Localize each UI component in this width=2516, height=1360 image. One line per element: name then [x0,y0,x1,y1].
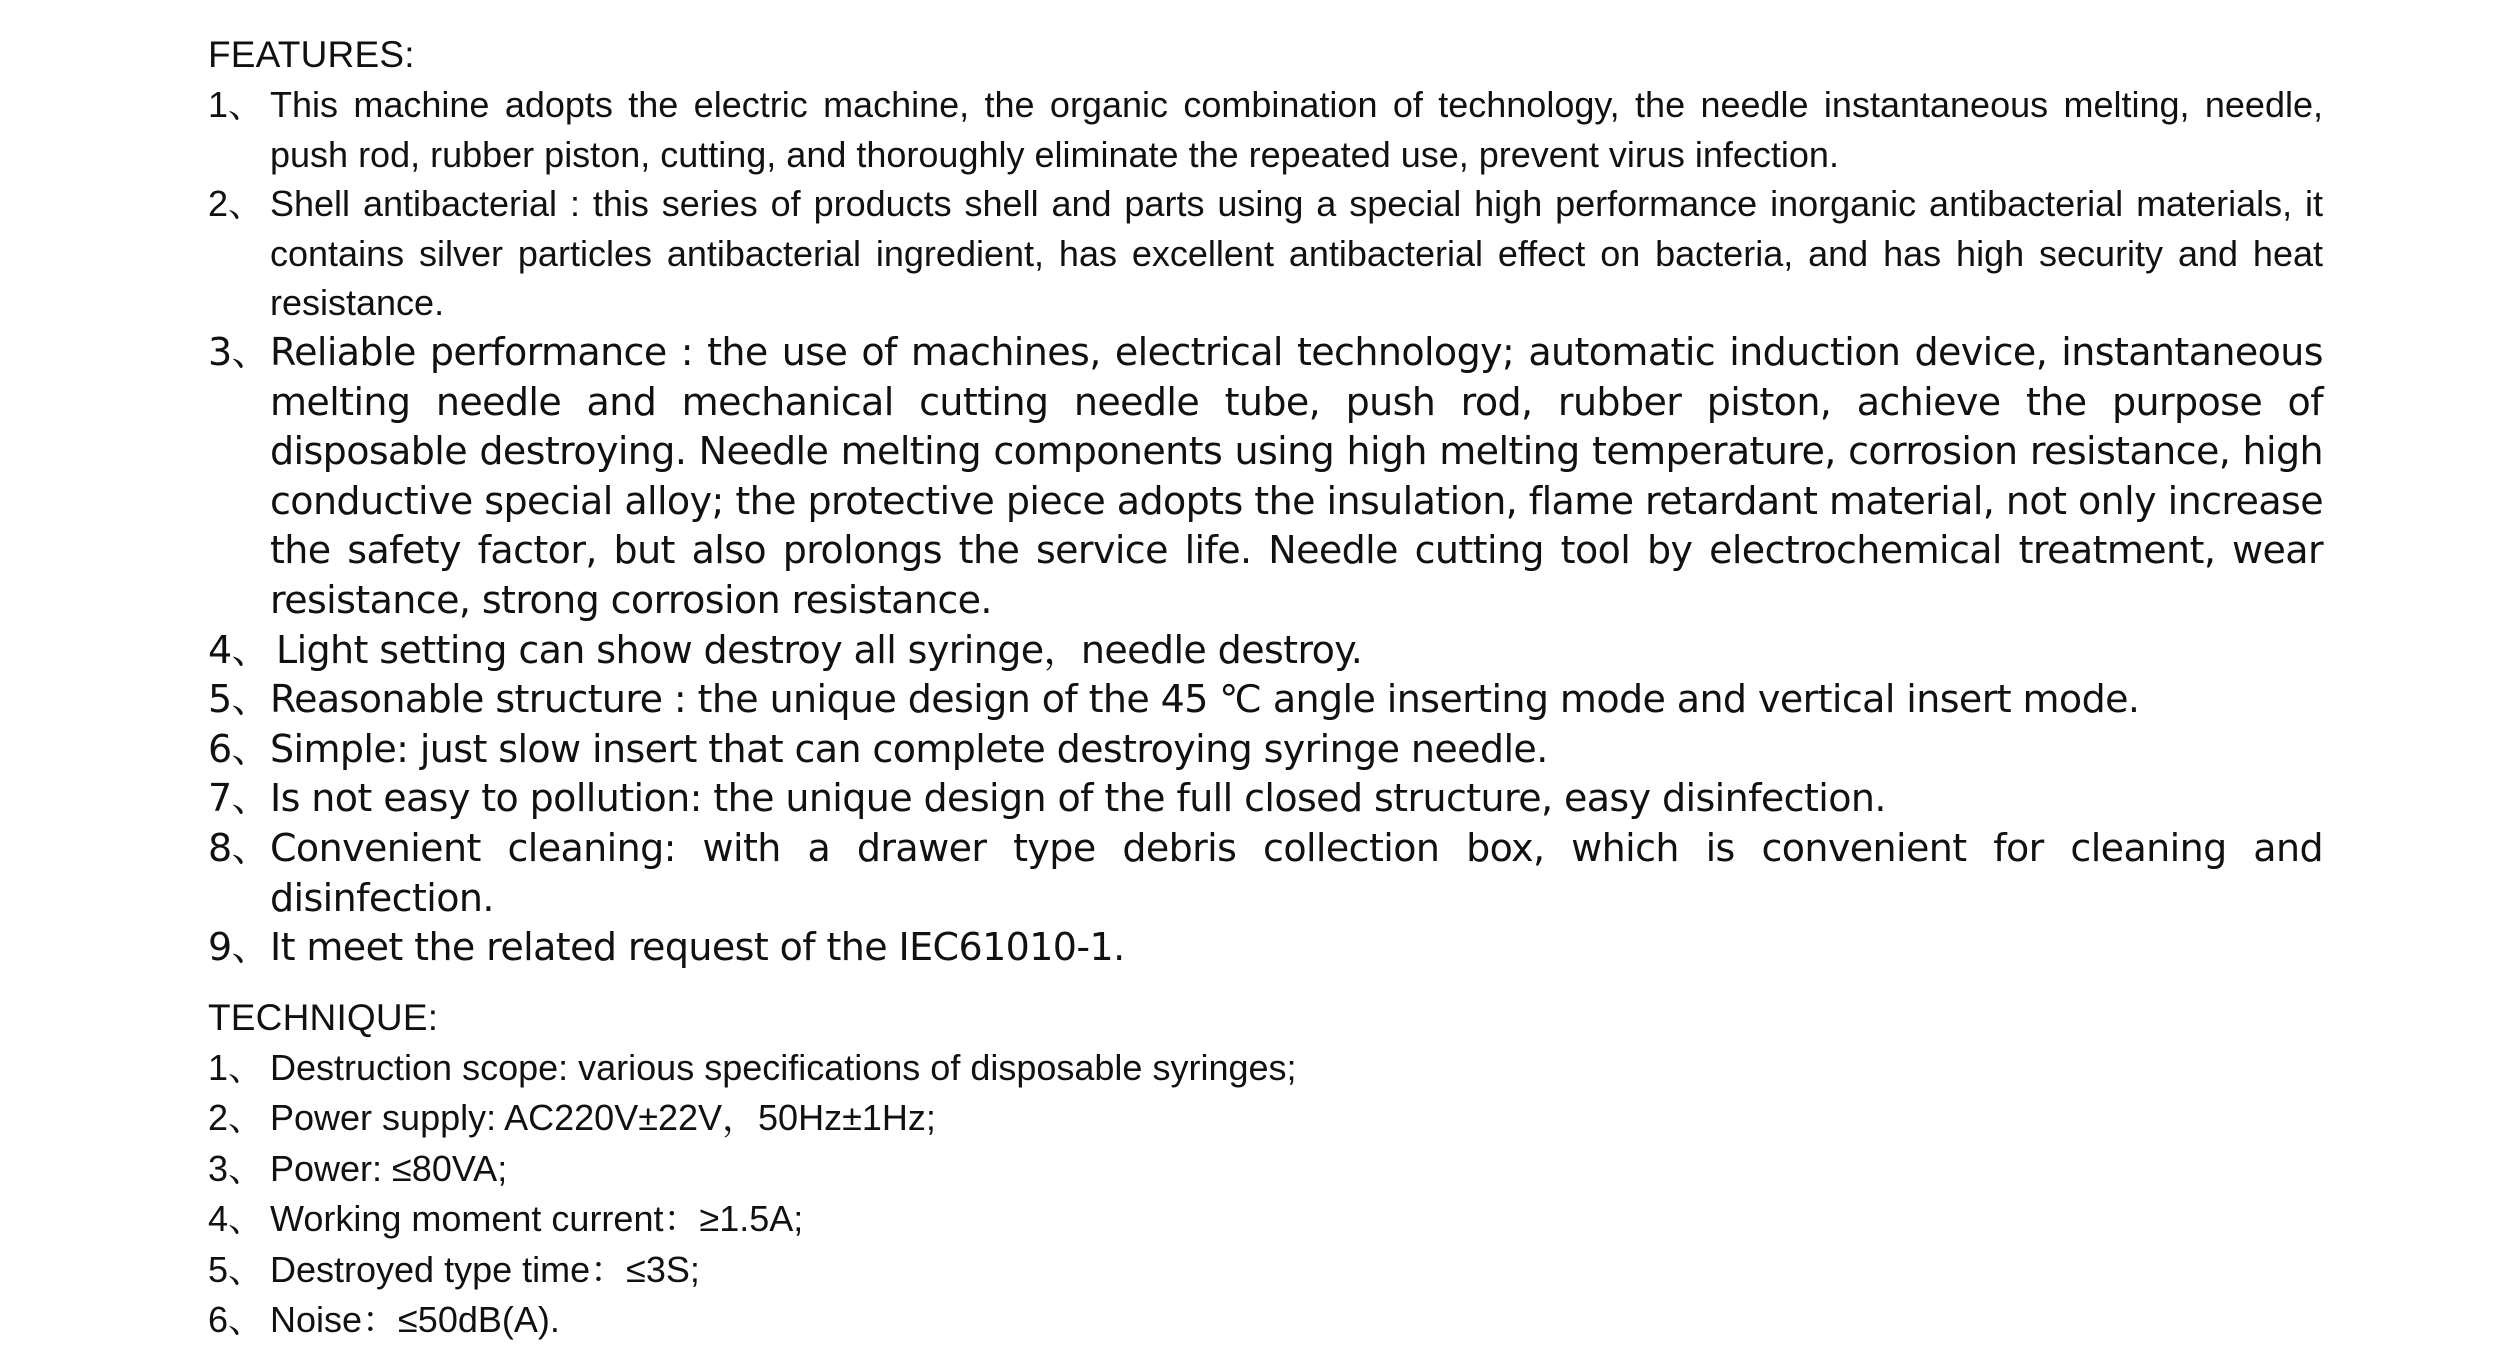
technique-number: 5、 [208,1248,265,1290]
feature-text: It meet the related request of the IEC61010-1. [270,925,1125,970]
feature-text: Is not easy to pollution: the unique design of the full closed structure, easy disinfection. [270,776,1886,821]
technique-item-5 [208,1245,2323,1296]
feature-number: 2、 [208,183,265,225]
document-page [208,30,2323,1346]
feature-number: 9、 [208,925,269,970]
technique-list [208,1043,2323,1346]
feature-number: 1、 [208,84,265,125]
technique-number: 3、 [208,1147,265,1189]
feature-number: 8、 [208,825,269,870]
technique-text: Power: ≤80VA; [270,1147,508,1189]
feature-item-4 [208,626,2323,676]
technique-number: 4、 [208,1198,265,1240]
technique-text: Working moment current：≥1.5A; [270,1198,804,1240]
feature-text: Light setting can show destroy all syringe，needle destroy. [276,627,1363,672]
technique-text: Destruction scope: various specifications of disposable syringes; [270,1046,1297,1088]
technique-item-3 [208,1144,2323,1195]
feature-number: 4、 [208,627,269,672]
technique-text: Noise：≤50dB(A). [270,1299,560,1341]
technique-item-1 [208,1043,2323,1094]
feature-item-2 [208,179,2323,328]
feature-text: Convenient cleaning: with a drawer type debris collection box, which is convenient for cleaning and disinfection. [270,825,2323,920]
features-list [208,80,2323,973]
technique-heading: TECHNIQUE: [208,996,439,1038]
technique-number: 1、 [208,1046,265,1088]
feature-number: 3、 [208,329,269,374]
feature-item-3 [208,328,2323,626]
feature-number: 5、 [208,677,269,722]
feature-text: Simple: just slow insert that can complete destroying syringe needle. [270,726,1548,771]
feature-number: 7、 [208,776,269,821]
feature-item-5 [208,675,2323,725]
feature-text: This machine adopts the electric machine, the organic combination of technology, the needle instantaneous melting, needle, push rod, rubber piston, cutting, and thoroughly eliminate the repeated use, prevent virus infection. [270,84,2323,175]
feature-text: Shell antibacterial : this series of products shell and parts using a special high performance inorganic antibacterial materials, it contains silver particles antibacterial ingredient, has excellent antibacterial effect on bacteria, and has high security and heat resistance. [270,183,2323,324]
technique-item-4 [208,1194,2323,1245]
section-spacer [208,973,2323,993]
technique-number: 6、 [208,1299,265,1341]
feature-text: Reliable performance : the use of machines, electrical technology; automatic induction device, instantaneous melting needle and mechanical cutting needle tube, push rod, rubber piston, achieve the purpose of disposable destroying. Needle melting components using high melting temperature, corrosion resistance, high conductive special alloy; the protective piece adopts the insulation, flame retardant material, not only increase the safety factor, but also prolongs the service life. Needle cutting tool by electrochemical treatment, wear resistance, strong corrosion resistance. [270,329,2323,622]
technique-text: Destroyed type time：≤3S; [270,1248,700,1290]
feature-item-6 [208,725,2323,775]
features-heading: FEATURES: [208,34,415,75]
technique-number: 2、 [208,1097,265,1139]
feature-item-9 [208,923,2323,973]
feature-item-8 [208,824,2323,923]
feature-item-7 [208,774,2323,824]
feature-number: 6、 [208,726,269,771]
feature-text: Reasonable structure : the unique design of the 45 ℃ angle inserting mode and vertical insert mode. [270,677,2140,722]
technique-item-6 [208,1295,2323,1346]
feature-item-1 [208,80,2323,179]
technique-text: Power supply: AC220V±22V，50Hz±1Hz; [270,1097,936,1139]
technique-item-2 [208,1093,2323,1144]
